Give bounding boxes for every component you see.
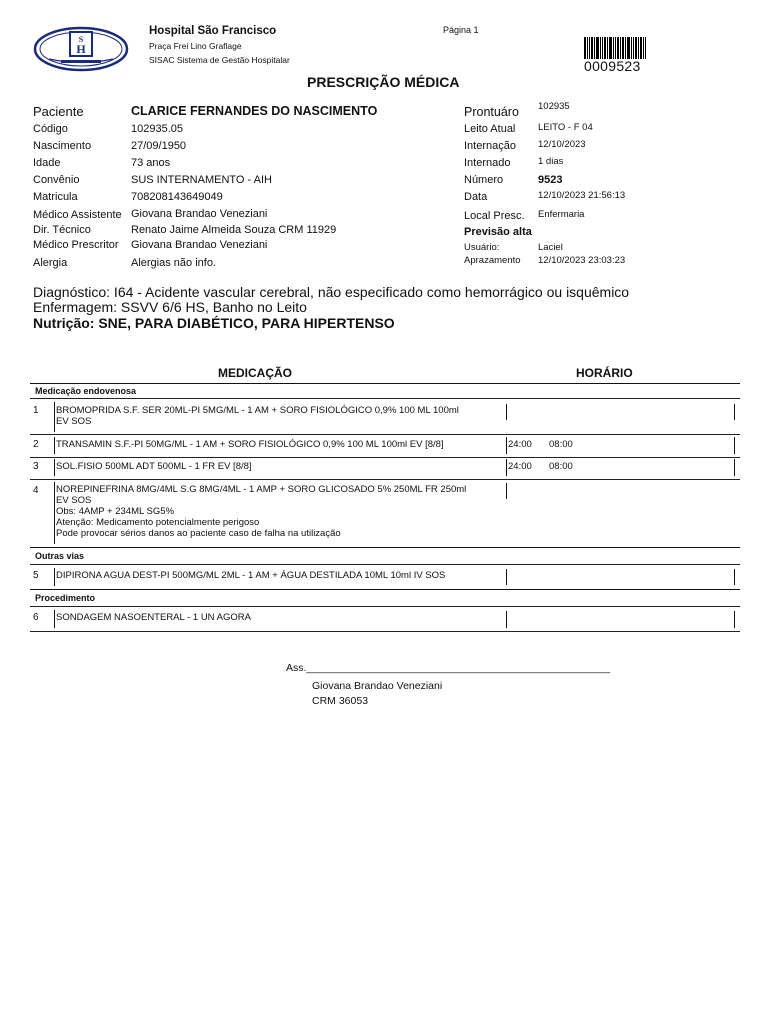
divider bbox=[30, 589, 740, 590]
row-end-separator bbox=[734, 404, 735, 420]
schedule-separator bbox=[506, 483, 507, 499]
number-label: Número bbox=[464, 174, 504, 186]
medication-obs: Obs: 4AMP + 234ML SG5% bbox=[56, 506, 175, 517]
prescriber-value: Giovana Brandao Veneziani bbox=[131, 239, 268, 251]
schedule-column-header: HORÁRIO bbox=[576, 366, 633, 380]
divider bbox=[30, 606, 740, 607]
medication-line: BROMOPRIDA S.F. SER 20ML-PI 5MG/ML - 1 AM + SORO FISIOLÓGICO 0,9% 100 ML 100ml bbox=[56, 405, 459, 416]
schedule-time: 08:00 bbox=[549, 439, 573, 450]
allergy-label: Alergia bbox=[33, 257, 68, 269]
record-label: Prontuáro bbox=[464, 105, 519, 119]
scheduling-label: Aprazamento bbox=[464, 255, 521, 266]
schedule-time: 08:00 bbox=[549, 461, 573, 472]
page-number: 1 bbox=[473, 25, 479, 35]
user-value: Laciel bbox=[538, 242, 563, 253]
divider bbox=[30, 398, 740, 399]
medication-line: EV SOS bbox=[56, 495, 92, 506]
schedule-separator bbox=[506, 569, 507, 585]
schedule-separator bbox=[506, 459, 507, 476]
page-title: PRESCRIÇÃO MÉDICA bbox=[307, 74, 460, 90]
attending-value: Giovana Brandao Veneziani bbox=[131, 208, 268, 220]
birth-value: 27/09/1950 bbox=[131, 140, 187, 152]
page-label: Página bbox=[443, 25, 472, 35]
insurance-value: SUS INTERNAMENTO - AIH bbox=[131, 174, 272, 186]
nursing-notes: Enfermagem: SSVV 6/6 HS, Banho no Leito bbox=[33, 299, 307, 315]
medication-warning: Atenção: Medicamento potencialmente perigoso bbox=[56, 517, 260, 528]
hospital-name: Hospital São Francisco bbox=[149, 25, 277, 37]
nutrition: Nutrição: SNE, PARA DIABÉTICO, PARA HIPERTENSO bbox=[33, 315, 395, 331]
medication-line: SONDAGEM NASOENTERAL - 1 UN AGORA bbox=[56, 612, 251, 623]
barcode-icon bbox=[584, 37, 646, 59]
row-number: 3 bbox=[33, 461, 39, 472]
row-end-separator bbox=[734, 611, 735, 628]
barcode-number: 0009523 bbox=[584, 58, 641, 74]
medication-line: NOREPINEFRINA 8MG/4ML S.G 8MG/4ML - 1 AMP + SORO GLICOSADO 5% 250ML FR 250ml bbox=[56, 484, 467, 495]
schedule-time: 24:00 bbox=[508, 439, 532, 450]
row-number: 6 bbox=[33, 612, 39, 623]
hospital-system: SISAC Sistema de Gestão Hospitalar bbox=[149, 55, 290, 65]
row-number: 1 bbox=[33, 405, 39, 416]
row-end-separator bbox=[734, 459, 735, 476]
row-end-separator bbox=[734, 437, 735, 454]
schedule-separator bbox=[506, 404, 507, 420]
page-indicator bbox=[443, 25, 479, 35]
medication-column-header: MEDICAÇÃO bbox=[218, 366, 292, 380]
prescriber-label: Médico Prescritor bbox=[33, 239, 119, 251]
section-other-title: Outras vias bbox=[35, 551, 85, 561]
diagnosis: Diagnóstico: I64 - Acidente vascular cerebral, não especificado como hemorrágico ou isquêmico bbox=[33, 284, 630, 300]
section-procedure-title: Procedimento bbox=[35, 593, 96, 603]
medication-line: SOL.FISIO 500ML ADT 500ML - 1 FR EV [8/8] bbox=[56, 461, 252, 472]
divider bbox=[30, 564, 740, 565]
medication-warning: Pode provocar sérios danos ao paciente caso de falha na utilização bbox=[56, 528, 341, 539]
row-separator bbox=[54, 610, 55, 628]
record-value: 102935 bbox=[538, 101, 570, 112]
location-label: Local Presc. bbox=[464, 210, 525, 222]
age-label: Idade bbox=[33, 157, 61, 169]
row-separator bbox=[54, 402, 55, 432]
row-end-separator bbox=[734, 569, 735, 585]
attending-label: Médico Assistente bbox=[33, 209, 122, 221]
divider bbox=[30, 434, 740, 435]
age-value: 73 anos bbox=[131, 157, 171, 169]
user-label: Usuário: bbox=[464, 242, 500, 253]
section-iv-title: Medicação endovenosa bbox=[35, 386, 137, 396]
birth-label: Nascimento bbox=[33, 140, 92, 152]
row-separator bbox=[54, 437, 55, 454]
scheduling-value: 12/10/2023 23:03:23 bbox=[538, 255, 626, 266]
date-label: Data bbox=[464, 191, 488, 203]
row-number: 5 bbox=[33, 570, 39, 581]
medication-line: DIPIRONA AGUA DEST-PI 500MG/ML 2ML - 1 AM + ÁGUA DESTILADA 10ML 10ml IV SOS bbox=[56, 570, 446, 581]
row-number: 2 bbox=[33, 439, 39, 450]
location-value: Enfermaria bbox=[538, 209, 585, 220]
registration-label: Matricula bbox=[33, 191, 78, 203]
number-value: 9523 bbox=[538, 174, 563, 186]
row-separator bbox=[54, 459, 55, 476]
tech-director-value: Renato Jaime Almeida Souza CRM 11929 bbox=[131, 224, 337, 236]
code-label: Código bbox=[33, 123, 68, 135]
schedule-separator bbox=[506, 611, 507, 628]
schedule-time: 24:00 bbox=[508, 461, 532, 472]
svg-text:H: H bbox=[76, 42, 86, 56]
table-header-divider bbox=[30, 383, 740, 384]
row-separator bbox=[54, 568, 55, 586]
svg-text:S: S bbox=[78, 35, 84, 44]
signature-crm: CRM 36053 bbox=[312, 695, 369, 707]
date-value: 12/10/2023 21:56:13 bbox=[538, 190, 626, 201]
schedule-separator bbox=[506, 437, 507, 454]
tech-director-label: Dir. Técnico bbox=[33, 224, 91, 236]
row-number: 4 bbox=[33, 485, 39, 496]
hospital-address: Praça Frei Lino Graflage bbox=[149, 41, 242, 51]
code-value: 102935.05 bbox=[131, 123, 183, 135]
signature-name: Giovana Brandao Veneziani bbox=[312, 680, 443, 692]
admission-date-label: Internação bbox=[464, 140, 516, 152]
divider bbox=[30, 547, 740, 548]
medication-line: EV SOS bbox=[56, 416, 92, 427]
allergy-value: Alergias não info. bbox=[131, 257, 216, 269]
divider bbox=[30, 457, 740, 458]
medication-line: TRANSAMIN S.F.-PI 50MG/ML - 1 AM + SORO FISIOLÓGICO 0,9% 100 ML 100ml EV [8/8] bbox=[56, 439, 444, 450]
divider bbox=[30, 479, 740, 480]
discharge-label: Previsão alta bbox=[464, 226, 532, 238]
divider bbox=[30, 631, 740, 632]
days-label: Internado bbox=[464, 157, 511, 169]
patient-label: Paciente bbox=[33, 104, 84, 119]
row-separator bbox=[54, 482, 55, 544]
bed-label: Leito Atual bbox=[464, 123, 516, 135]
admission-date-value: 12/10/2023 bbox=[538, 139, 586, 150]
registration-value: 708208143649049 bbox=[131, 191, 223, 203]
patient-name: CLARICE FERNANDES DO NASCIMENTO bbox=[131, 104, 378, 118]
insurance-label: Convênio bbox=[33, 174, 80, 186]
hospital-logo-icon bbox=[33, 26, 129, 72]
bed-value: LEITO - F 04 bbox=[538, 122, 593, 133]
days-value: 1 dias bbox=[538, 156, 564, 167]
signature-line: Ass.____________________________________________________ bbox=[286, 662, 611, 674]
